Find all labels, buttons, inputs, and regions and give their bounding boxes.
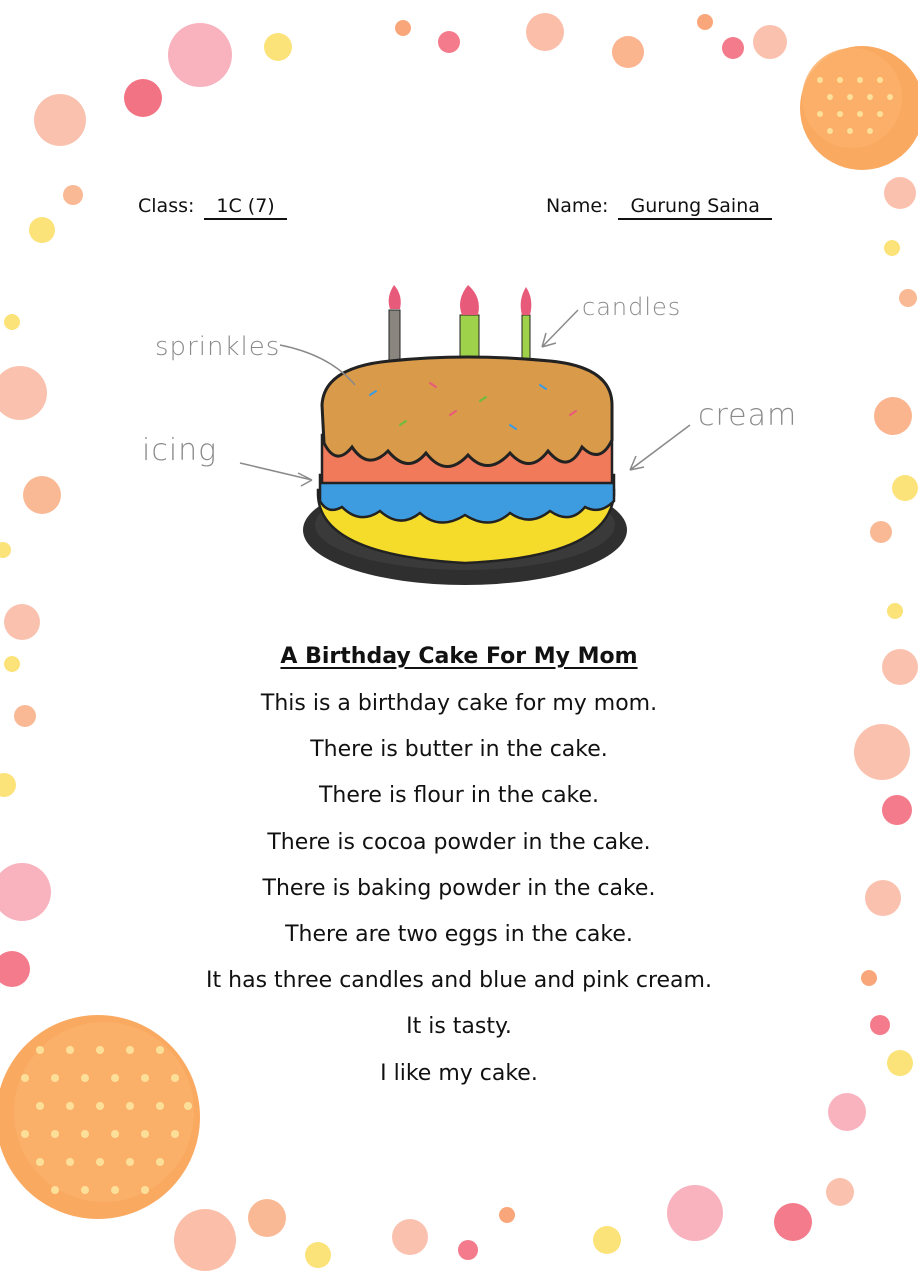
flame-right [521,287,532,315]
story-line: There is cocoa powder in the cake. [267,829,651,855]
story-line: There is butter in the cake. [310,737,608,763]
icing-arrow [240,463,312,486]
flame-left [389,285,401,309]
candles-arrow [542,310,578,347]
story-line: There is flour in the cake. [318,783,600,809]
flame-middle [460,285,479,315]
name-field [546,195,772,220]
class-label: Class: [138,195,195,217]
name-value: Gurung Saina [618,195,771,220]
cream-label: cream [698,398,798,433]
story-line: I like my cake. [380,1060,538,1086]
icing-label: icing [142,433,218,468]
class-value: 1C (7) [204,195,286,220]
story-line: This is a birthday cake for my mom. [260,691,658,716]
story-line: There are two eggs in the cake. [285,921,633,947]
story-lines [0,686,918,1102]
cake-top [322,357,612,467]
story-line: There is baking powder in the cake. [262,875,656,901]
class-field [138,195,287,220]
sprinkles-label: sprinkles [155,332,281,362]
candles-label: candles [582,293,682,321]
story-line: It has three candles and blue and pink cream. [206,968,712,994]
story-title: A Birthday Cake For My Mom [280,644,638,669]
cake-drawing [130,275,810,595]
cream-arrow [630,425,690,470]
name-label: Name: [546,195,609,217]
story-line: It is tasty. [406,1014,512,1040]
